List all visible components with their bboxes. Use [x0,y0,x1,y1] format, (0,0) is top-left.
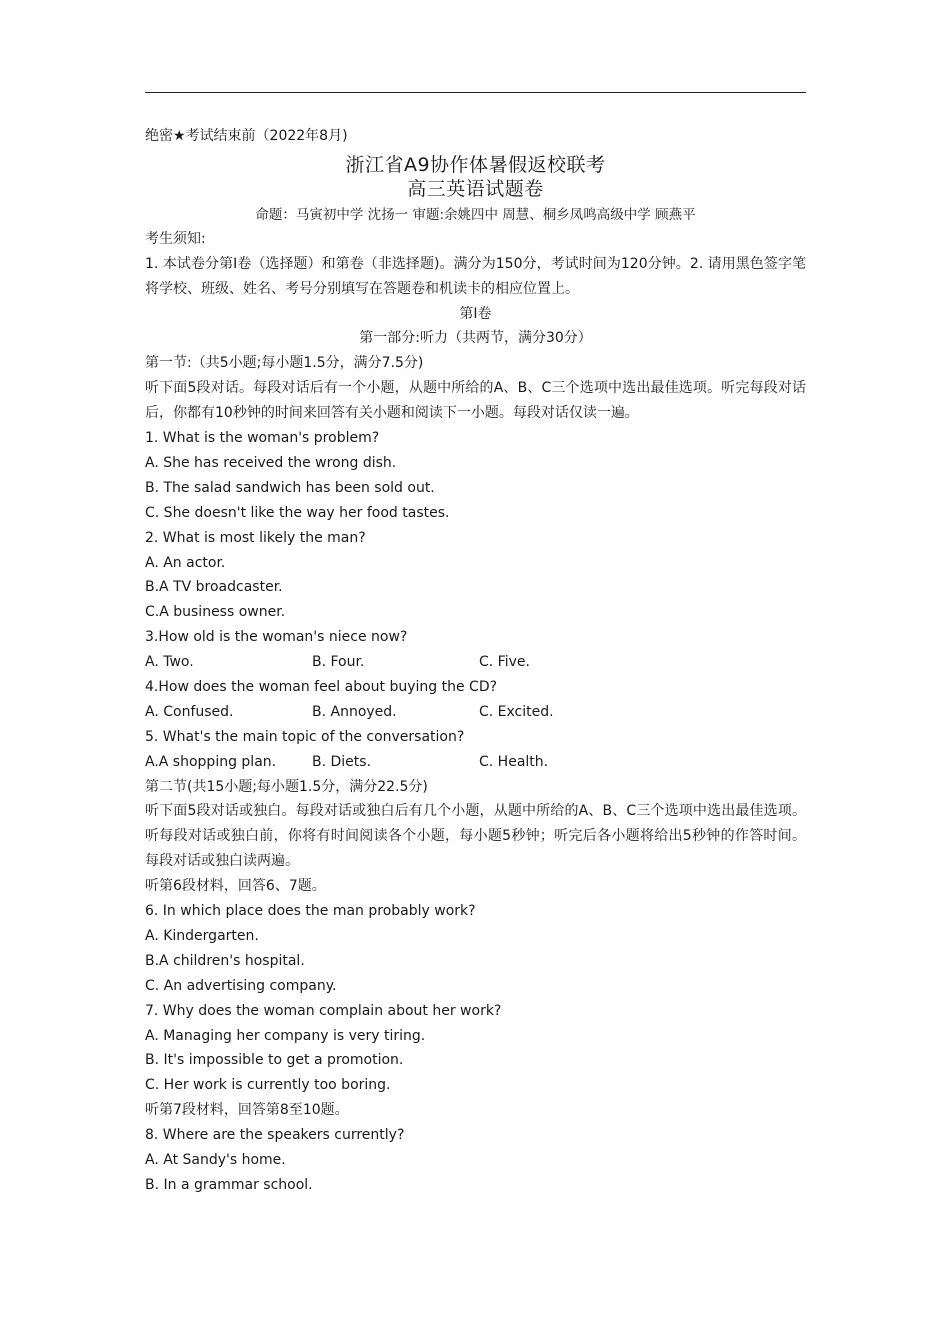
question-8-option-b: B. In a grammar school. [145,1176,313,1193]
question-1-option-a: A. She has received the wrong dish. [145,454,397,471]
question-3-options [145,650,806,675]
material-6-note: 听第6段材料，回答6、7题。 [145,878,326,895]
page-content [145,124,806,1198]
question-2-option-c: C.A business owner. [145,604,286,621]
question-3-option-c: C. Five. [479,654,530,671]
question-4-stem: 4.How does the woman feel about buying the CD? [145,678,498,695]
exam-subtitle: 高三英语试题卷 [407,177,544,200]
section2-heading: 第二节(共15小题;每小题1.5分，满分22.5分) [145,778,428,795]
question-5-stem: 5. What's the main topic of the conversation? [145,728,465,745]
question-8-option-a: A. At Sandy's home. [145,1151,286,1168]
question-3-stem: 3.How old is the woman's niece now? [145,629,408,646]
question-1-option-b: B. The salad sandwich has been sold out. [145,479,435,496]
question-5-option-a: A.A shopping plan. [145,753,277,770]
volume-heading: 第Ⅰ卷 [459,305,492,322]
section1-heading: 第一节:（共5小题;每小题1.5分，满分7.5分) [145,355,424,372]
question-4-option-a: A. Confused. [145,703,234,720]
notice-label: 考生须知: [145,230,206,247]
question-6-option-b: B.A children's hospital. [145,952,305,969]
question-4-option-b: B. Annoyed. [312,703,397,720]
notice-text: 1. 本试卷分第Ⅰ卷（选择题）和第卷（非选择题)。满分为150分，考试时间为120分钟。2. 请用黑色签字笔将学校、班级、姓名、考号分别填写在答题卷和机读卡的相应位置上。 [145,255,806,297]
question-8-stem: 8. Where are the speakers currently? [145,1127,405,1144]
question-2-option-a: A. An actor. [145,554,226,571]
exam-title: 浙江省A9协作体暑假返校联考 [345,153,606,176]
question-7-option-b: B. It's impossible to get a promotion. [145,1052,404,1069]
material-7-note: 听第7段材料，回答第8至10题。 [145,1102,349,1119]
section2-instructions: 听下面5段对话或独白。每段对话或独白后有几个小题，从题中所给的A、B、C三个选项中选出最佳选项。听每段对话或独白前，你将有时间阅读各个小题，每小题5秒钟；听完后各小题将给出5秒钟的作答时间。每段对话或独白读两遍。 [145,803,806,870]
question-3-option-a: A. Two. [145,654,194,671]
part1-heading: 第一部分:听力（共两节，满分30分） [359,330,592,347]
question-3-option-b: B. Four. [312,654,365,671]
question-5-options [145,750,806,775]
section1-instructions: 听下面5段对话。每段对话后有一个小题，从题中所给的A、B、C三个选项中选出最佳选项。听完每段对话后，你都有10秒钟的时间来回答有关小题和阅读下一小题。每段对话仅读一遍。 [145,380,806,422]
authors-line: 命题：马寅初中学 沈扬一 审题:余姚四中 周慧、桐乡凤鸣高级中学 顾燕平 [255,206,696,223]
confidential-note: 绝密★考试结束前（2022年8月) [145,128,348,144]
question-7-option-c: C. Her work is currently too boring. [145,1077,391,1094]
question-7-stem: 7. Why does the woman complain about her work? [145,1002,502,1019]
question-1-stem: 1. What is the woman's problem? [145,430,380,447]
question-2-stem: 2. What is most likely the man? [145,529,366,546]
question-6-option-a: A. Kindergarten. [145,927,259,944]
question-7-option-a: A. Managing her company is very tiring. [145,1027,426,1044]
question-1-option-c: C. She doesn't like the way her food tastes. [145,504,450,521]
header-rule [145,92,806,93]
question-4-options [145,700,806,725]
question-6-option-c: C. An advertising company. [145,977,337,994]
question-2-option-b: B.A TV broadcaster. [145,579,283,596]
question-6-stem: 6. In which place does the man probably work? [145,903,476,920]
question-5-option-c: C. Health. [479,753,549,770]
question-4-option-c: C. Excited. [479,703,554,720]
question-5-option-b: B. Diets. [312,753,372,770]
